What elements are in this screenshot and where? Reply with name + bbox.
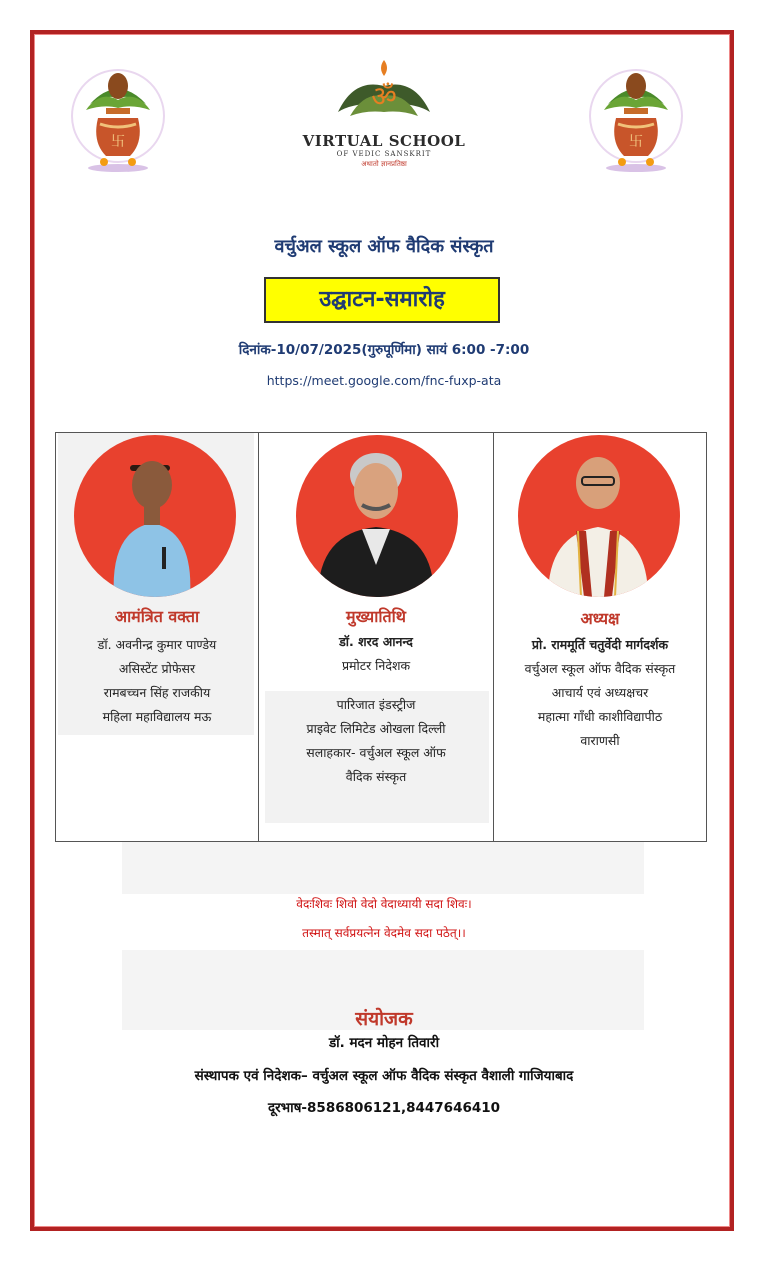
shloka-line: वेदःशिवः शिवो वेदो वेदाध्यायी सदा शिवः। xyxy=(296,897,472,911)
event-banner: उद्घाटन-समारोह xyxy=(264,277,500,323)
shloka-line: तस्मात् सर्वप्रयत्नेन वेदमेव सदा पठेत्।। xyxy=(302,926,466,940)
kalash-icon xyxy=(70,64,166,174)
organizer-label: संयोजक xyxy=(355,1008,413,1030)
speaker-line: वाराणसी xyxy=(580,733,620,748)
speaker-line: वैदिक संस्कृत xyxy=(345,769,407,784)
page-title: वर्चुअल स्कूल ऑफ वैदिक संस्कृत xyxy=(274,236,494,257)
school-subtitle: OF VEDIC SANSKRIT xyxy=(336,150,432,158)
speaker-role: अध्यक्ष xyxy=(580,609,620,628)
speaker-card xyxy=(493,433,706,841)
speaker-line: प्रमोटर निदेशक xyxy=(341,658,411,673)
kalash-icon xyxy=(588,64,684,174)
speaker-name: डॉ. शरद आनन्द xyxy=(339,634,413,649)
svg-text:卐: 卐 xyxy=(111,134,125,150)
organizer-name: डॉ. मदन मोहन तिवारी xyxy=(328,1035,440,1051)
speaker-details xyxy=(56,633,258,729)
speaker-name: डॉ. अवनीन्द्र कुमार पाण्डेय xyxy=(97,637,217,652)
speaker-name: प्रो. राममूर्ति चतुर्वेदी मार्गदर्शक xyxy=(531,637,669,652)
speaker-details xyxy=(259,693,493,789)
meeting-link[interactable]: https://meet.google.com/fnc-fuxp-ata xyxy=(266,373,502,388)
event-date: दिनांक-10/07/2025(गुरुपूर्णिमा) सायं 6:00 -7:00 xyxy=(238,342,530,358)
speaker-line: महिला महाविद्यालय मऊ xyxy=(102,709,212,724)
speakers-table xyxy=(55,432,707,842)
speaker-line: पारिजात इंडस्ट्रीज xyxy=(336,697,416,712)
speaker-line: असिस्टेंट प्रोफेसर xyxy=(118,661,196,676)
organizer-designation: संस्थापक एवं निदेशक– वर्चुअल स्कूल ऑफ वैदिक संस्कृत वैशाली गाजियाबाद xyxy=(194,1068,574,1084)
school-name: VIRTUAL SCHOOL xyxy=(302,132,466,150)
speaker-details xyxy=(259,630,493,678)
speaker-line: रामबच्चन सिंह राजकीय xyxy=(103,685,211,700)
speaker-line: सलाहकार- वर्चुअल स्कूल ऑफ xyxy=(306,745,446,760)
school-logo xyxy=(294,56,474,169)
speaker-photo xyxy=(74,435,236,597)
decorative-bar xyxy=(122,842,644,894)
speaker-line: महात्मा गाँधी काशीविद्यापीठ xyxy=(537,709,663,724)
svg-text:卐: 卐 xyxy=(629,134,643,150)
om-logo-icon xyxy=(294,56,474,126)
speaker-photo xyxy=(296,435,458,597)
speaker-photo xyxy=(518,435,680,597)
speaker-line: वर्चुअल स्कूल ऑफ वैदिक संस्कृत xyxy=(524,661,676,676)
speaker-card xyxy=(56,433,258,841)
speaker-role: आमंत्रित वक्ता xyxy=(114,607,200,626)
speaker-card xyxy=(258,433,493,841)
speaker-details xyxy=(494,633,706,753)
organizer-phone: दूरभाष-8586806121,8447646410 xyxy=(267,1100,501,1116)
speaker-role: मुख्यातिथि xyxy=(346,607,406,626)
school-motto: अथातो ज्ञानप्रतिष्ठा xyxy=(361,160,407,168)
speaker-line: प्राइवेट लिमिटेड ओखला दिल्ली xyxy=(306,721,446,736)
speaker-line: आचार्य एवं अध्यक्षचर xyxy=(551,685,649,700)
svg-text:ॐ: ॐ xyxy=(371,80,397,113)
